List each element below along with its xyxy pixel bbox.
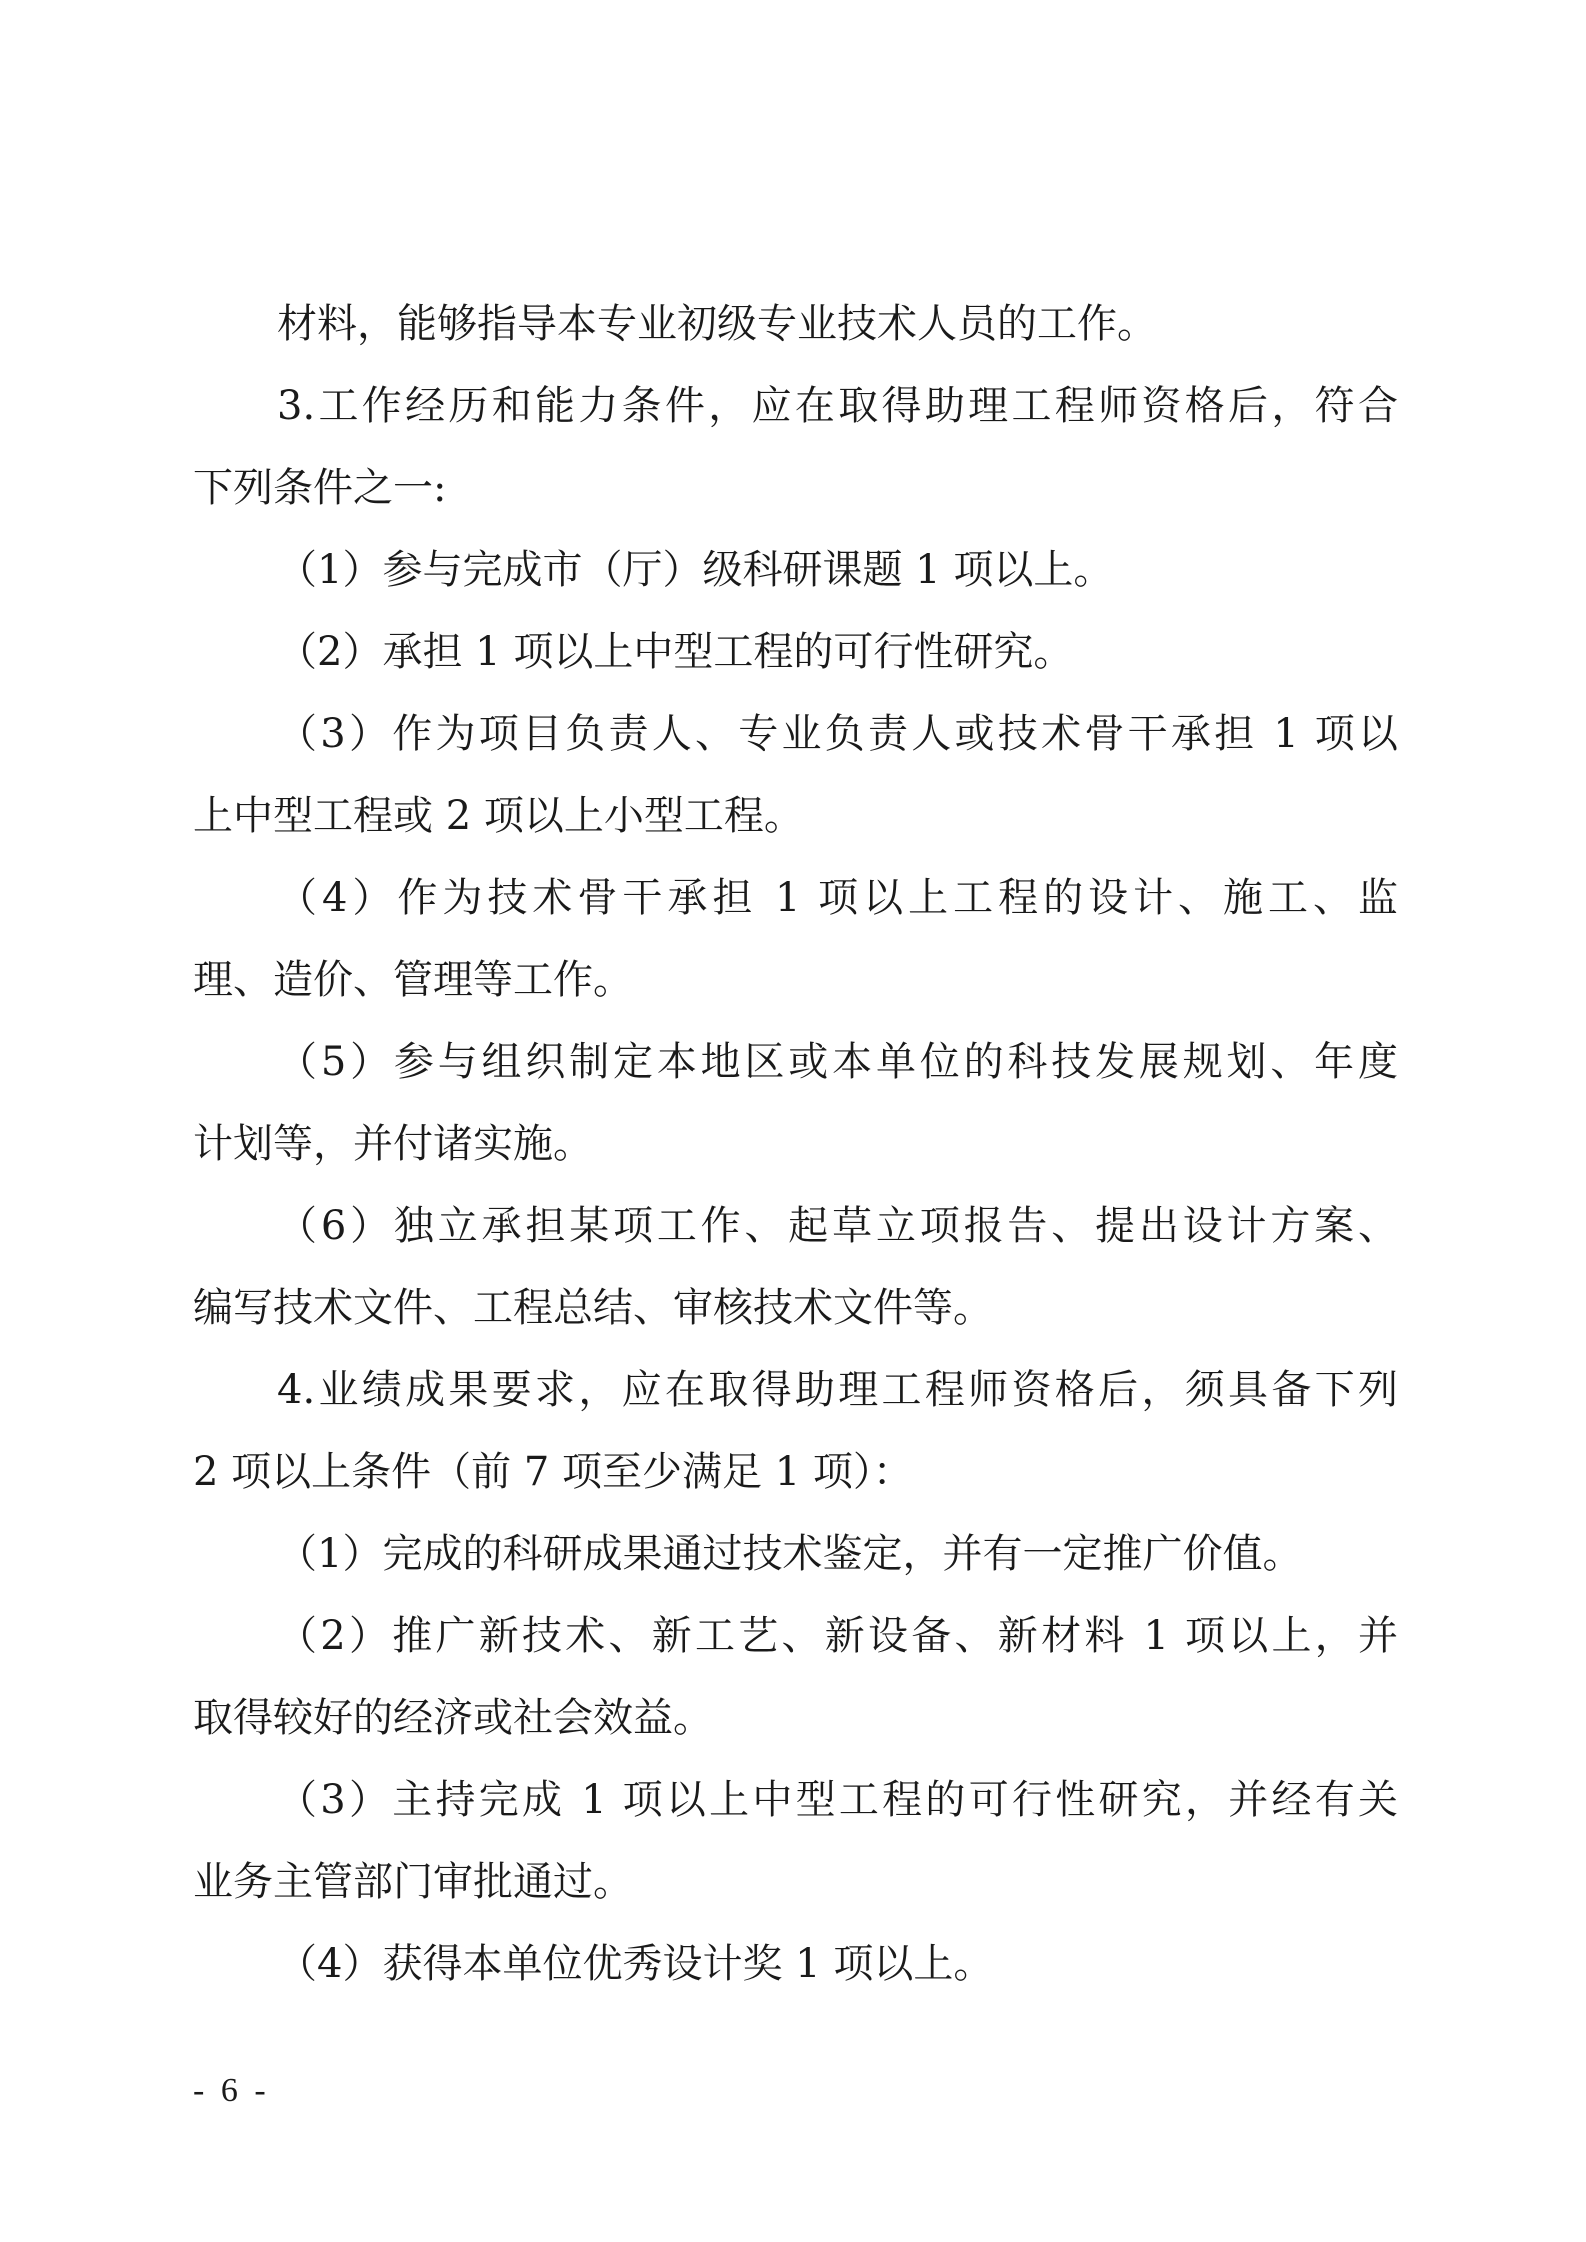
text-line: 上中型工程或 2 项以上小型工程。 [193, 793, 804, 839]
text-line: （4）获得本单位优秀设计奖 1 项以上。 [277, 1941, 994, 1987]
text-line: （1）参与完成市（厅）级科研课题 1 项以上。 [277, 547, 1114, 593]
text-line: （2）承担 1 项以上中型工程的可行性研究。 [277, 629, 1074, 675]
text-line: （5）参与组织制定本地区或本单位的科技发展规划、年度 [277, 1039, 1398, 1085]
text-line: 业务主管部门审批通过。 [193, 1859, 633, 1905]
text-line: 理、造价、管理等工作。 [193, 957, 633, 1003]
text-line: （4）作为技术骨干承担 1 项以上工程的设计、施工、监 [277, 875, 1398, 921]
text-line: （3）作为项目负责人、专业负责人或技术骨干承担 1 项以 [277, 711, 1398, 757]
text-line: 编写技术文件、工程总结、审核技术文件等。 [193, 1285, 993, 1331]
text-line: 2 项以上条件（前 7 项至少满足 1 项）： [193, 1449, 913, 1495]
text-line: 取得较好的经济或社会效益。 [193, 1695, 713, 1741]
text-line: （3）主持完成 1 项以上中型工程的可行性研究，并经有关 [277, 1777, 1398, 1823]
text-line: （6）独立承担某项工作、起草立项报告、提出设计方案、 [277, 1203, 1398, 1249]
text-line: （1）完成的科研成果通过技术鉴定，并有一定推广价值。 [277, 1531, 1303, 1577]
text-line: 计划等，并付诸实施。 [193, 1121, 593, 1167]
page-number: - 6 - [193, 2072, 270, 2109]
text-line: 3.工作经历和能力条件，应在取得助理工程师资格后，符合 [277, 383, 1398, 429]
text-line: 下列条件之一: [193, 465, 447, 511]
text-line: 材料，能够指导本专业初级专业技术人员的工作。 [277, 301, 1157, 347]
body-text [193, 283, 1398, 2005]
text-line: （2）推广新技术、新工艺、新设备、新材料 1 项以上，并 [277, 1613, 1398, 1659]
text-line: 4.业绩成果要求，应在取得助理工程师资格后，须具备下列 [277, 1367, 1398, 1413]
